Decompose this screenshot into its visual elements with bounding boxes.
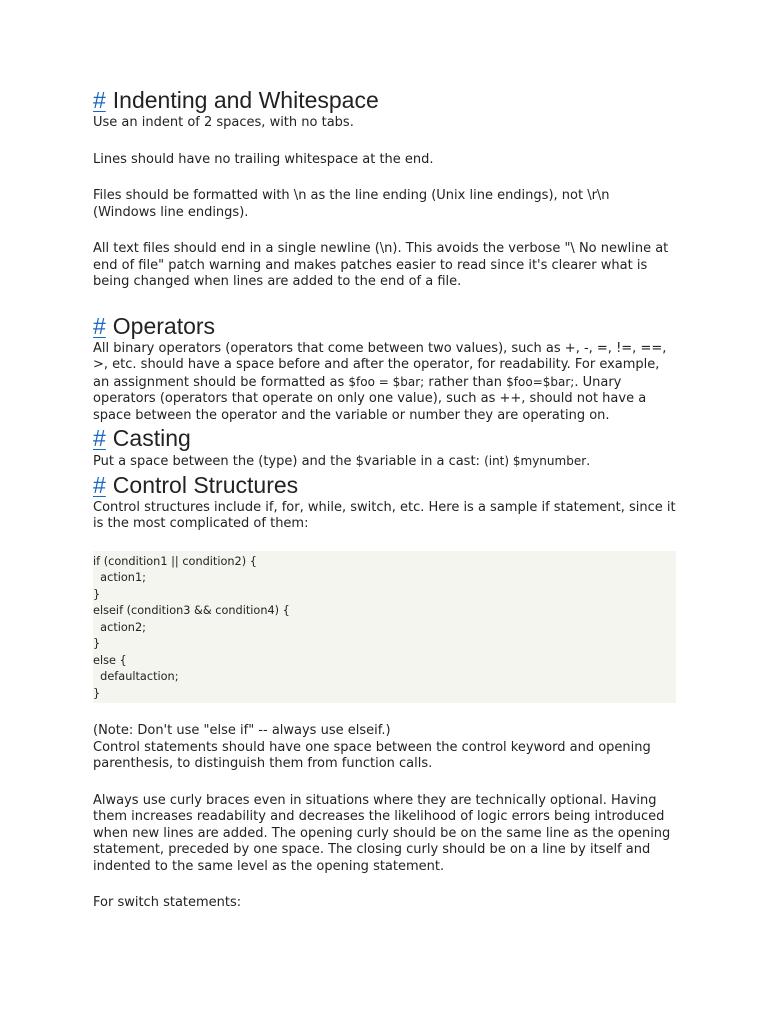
paragraph: For switch statements: xyxy=(93,895,242,910)
heading-text: Operators xyxy=(112,312,216,339)
text-run: Put a space between the (type) and the $variable in a cast: xyxy=(93,454,485,469)
code-line: elseif (condition3 && condition4) { xyxy=(93,604,290,617)
paragraph xyxy=(93,341,676,425)
code-line: action2; xyxy=(93,620,146,634)
code-line: if (condition1 || condition2) { xyxy=(93,554,257,568)
note-paragraph: (Note: Don't use "else if" -- always use elseif.) xyxy=(93,723,391,738)
heading-casting xyxy=(93,424,676,453)
heading-anchor-link[interactable]: # xyxy=(93,471,106,498)
code-line: } xyxy=(93,686,101,700)
heading-text: Casting xyxy=(112,425,191,451)
paragraph: Always use curly braces even in situations where they are technically optional. Having them increases readability and decreases the likelihood of logic errors being introduced when new lines are added. The opening curly should be on the same line as the opening statement, preceded by one space. The closing curly should be on a line by itself and indented to the same level as the opening statement. xyxy=(93,792,671,874)
text-run: . xyxy=(586,454,591,469)
code-line: else { xyxy=(93,653,127,667)
inline-code: $foo=$bar; xyxy=(506,374,575,389)
code-line: defaultaction; xyxy=(93,670,179,683)
paragraph: Files should be formatted with \n as the line ending (Unix line endings), not \r\n (Windows line endings). xyxy=(93,188,610,220)
document-page xyxy=(93,86,676,912)
code-line: action1; xyxy=(93,571,146,584)
heading-text: Control Structures xyxy=(112,471,299,498)
heading-operators xyxy=(93,312,676,341)
code-line: } xyxy=(93,637,101,650)
code-line: } xyxy=(93,587,101,601)
paragraph: All text files should end in a single newline (\n). This avoids the verbose "\ No newline at end of file" patch warning and makes patches easier to read since it's clearer what is being changed when lines are added to the end of a file. xyxy=(93,241,669,289)
text-run: All binary operators (operators that come between two values), such as +, -, =, !=, ==, >, etc. should have a space before and after the operator, for readability. For example, an assignment should be formatted as xyxy=(93,340,667,390)
heading-control-structures xyxy=(93,471,676,500)
paragraph: Use an indent of 2 spaces, with no tabs. xyxy=(93,115,354,130)
heading-anchor-link[interactable]: # xyxy=(93,87,106,113)
text-run: . Unary operators (operators that operate on only one value), such as ++, should not have a space between the operator and the variable or number they are operating on. xyxy=(93,374,647,423)
code-block xyxy=(93,551,676,704)
text-run: rather than xyxy=(424,374,507,390)
inline-code: (int) $mynumber xyxy=(484,454,587,468)
heading-anchor-link[interactable]: # xyxy=(93,312,106,339)
heading-indenting-and-whitespace xyxy=(93,86,676,115)
heading-anchor-link[interactable]: # xyxy=(93,425,106,451)
paragraph xyxy=(93,453,676,471)
paragraph: Lines should have no trailing whitespace at the end. xyxy=(93,151,434,167)
paragraph: Control statements should have one space between the control keyword and opening parenthesis, to distinguish them from function calls. xyxy=(93,739,651,771)
paragraph: Control structures include if, for, while, switch, etc. Here is a sample if statement, since it is the most complicated of them: xyxy=(93,499,676,531)
inline-code: $foo = $bar; xyxy=(348,374,425,389)
heading-text: Indenting and Whitespace xyxy=(112,87,379,113)
